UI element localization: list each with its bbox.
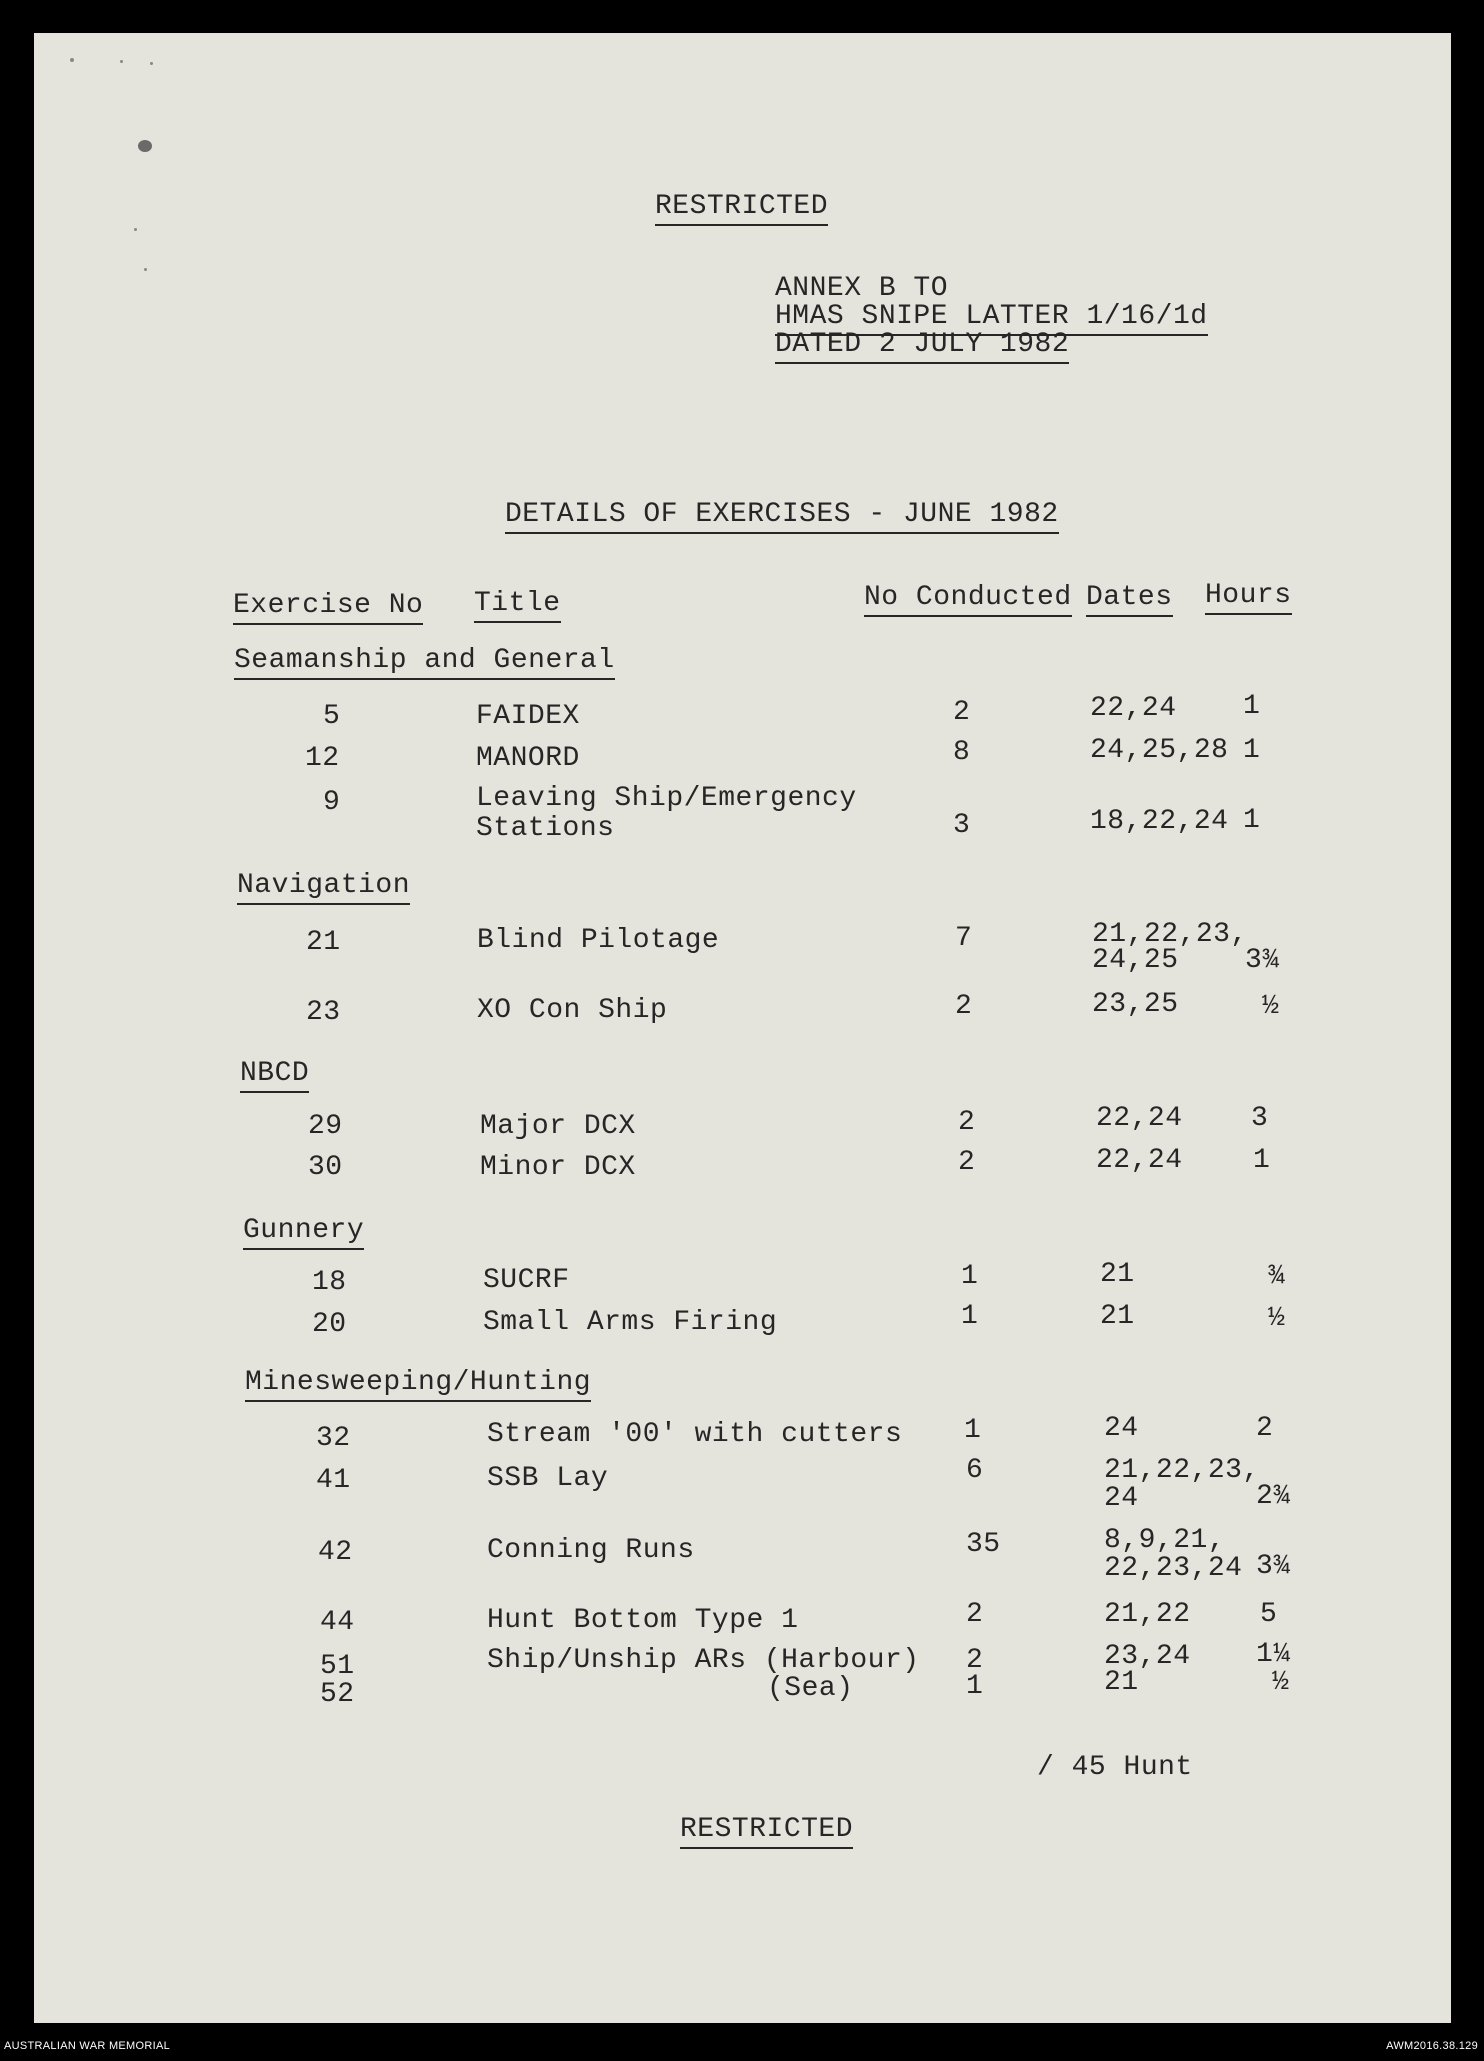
exercise-hours: 2 — [1256, 1413, 1274, 1444]
paper-speck — [144, 268, 147, 271]
column-header-exercise-no: Exercise No — [233, 591, 423, 625]
exercise-hours: 1 — [1243, 735, 1261, 766]
exercise-no: 41 — [316, 1465, 351, 1496]
exercise-hours: 3¾ — [1256, 1551, 1291, 1582]
exercise-dates: 22,24 — [1096, 1103, 1183, 1134]
footer-archive-name: AUSTRALIAN WAR MEMORIAL — [4, 2040, 171, 2052]
exercise-title: Major DCX — [480, 1111, 636, 1142]
exercise-hours: 1¼ — [1256, 1639, 1291, 1670]
exercise-hours: 1 — [1243, 691, 1261, 722]
annex-line-2: HMAS SNIPE LATTER 1/16/1d — [775, 302, 1208, 336]
footer-archive-id: AWM2016.38.129 — [1386, 2040, 1478, 2052]
exercise-title: Leaving Ship/Emergency — [476, 783, 857, 814]
column-header-dates: Dates — [1086, 583, 1173, 617]
exercise-no: 29 — [308, 1111, 343, 1142]
section-heading: Seamanship and General — [234, 646, 615, 680]
exercise-conducted: 6 — [966, 1455, 984, 1486]
exercise-dates: 24 — [1104, 1413, 1139, 1444]
exercise-no: 30 — [308, 1152, 343, 1183]
exercise-conducted: 2 — [958, 1107, 976, 1138]
exercise-title: Small Arms Firing — [483, 1307, 778, 1338]
paper-speck — [70, 58, 74, 62]
exercise-conducted: 2 — [955, 991, 973, 1022]
exercise-dates: 21,22,23, — [1092, 919, 1248, 950]
exercise-title: FAIDEX — [476, 701, 580, 732]
classification-top: RESTRICTED — [655, 192, 828, 226]
exercise-conducted: 8 — [953, 737, 971, 768]
exercise-title-continued: Stations — [476, 813, 615, 844]
exercise-conducted: 1 — [961, 1301, 979, 1332]
exercise-hours: ½ — [1268, 1303, 1286, 1334]
exercise-no: 9 — [323, 787, 341, 818]
column-header-title: Title — [474, 589, 561, 623]
exercise-dates: 21 — [1100, 1259, 1135, 1290]
exercise-no: 44 — [320, 1607, 355, 1638]
exercise-no: 21 — [306, 927, 341, 958]
exercise-dates: 23,25 — [1092, 989, 1179, 1020]
column-header-hours: Hours — [1205, 581, 1292, 615]
exercise-hours: 1 — [1253, 1145, 1271, 1176]
paper-speck — [138, 140, 152, 152]
exercise-conducted: 1 — [966, 1671, 984, 1702]
exercise-title: Ship/Unship ARs (Harbour) — [487, 1645, 920, 1676]
exercise-hours: ¾ — [1268, 1261, 1286, 1292]
exercise-no: 5 — [323, 701, 341, 732]
exercise-title: SSB Lay — [487, 1463, 609, 1494]
section-heading: NBCD — [240, 1059, 309, 1093]
exercise-no: 23 — [306, 997, 341, 1028]
section-heading: Gunnery — [243, 1216, 364, 1250]
exercise-conducted: 1 — [964, 1415, 982, 1446]
exercise-hours: 2¾ — [1256, 1481, 1291, 1512]
exercise-dates-continued: 22,23,24 — [1104, 1553, 1243, 1584]
exercise-hours: 5 — [1260, 1599, 1278, 1630]
annex-line-3: DATED 2 JULY 1982 — [775, 330, 1069, 364]
exercise-dates-continued: 24 — [1104, 1483, 1139, 1514]
paper-speck — [120, 60, 123, 63]
exercise-title: (Sea) — [767, 1673, 854, 1704]
exercise-dates: 23,24 — [1104, 1641, 1191, 1672]
exercise-title: Blind Pilotage — [477, 925, 720, 956]
classification-bottom: RESTRICTED — [680, 1815, 853, 1849]
annex-line-1: ANNEX B TO — [775, 273, 949, 304]
exercise-title: Conning Runs — [487, 1535, 695, 1566]
exercise-no: 20 — [312, 1309, 347, 1340]
document-title: DETAILS OF EXERCISES - JUNE 1982 — [505, 500, 1059, 534]
column-header-no-conducted: No Conducted — [864, 583, 1072, 617]
exercise-dates: 22,24 — [1096, 1145, 1183, 1176]
exercise-dates: 8,9,21, — [1104, 1525, 1226, 1556]
exercise-hours: 3¾ — [1245, 945, 1280, 976]
exercise-dates: 21 — [1100, 1301, 1135, 1332]
paper-speck — [150, 62, 153, 65]
exercise-dates-continued: 24,25 — [1092, 945, 1179, 976]
exercise-dates: 21,22,23, — [1104, 1455, 1260, 1486]
exercise-conducted: 2 — [966, 1599, 984, 1630]
exercise-hours: 1 — [1243, 805, 1261, 836]
exercise-no: 18 — [312, 1267, 347, 1298]
exercise-title: Stream '00' with cutters — [487, 1419, 903, 1450]
exercise-dates: 21,22 — [1104, 1599, 1191, 1630]
exercise-conducted: 1 — [961, 1261, 979, 1292]
section-heading: Minesweeping/Hunting — [245, 1368, 591, 1402]
exercise-title: MANORD — [476, 743, 580, 774]
exercise-dates: 21 — [1104, 1667, 1139, 1698]
exercise-conducted: 7 — [955, 923, 973, 954]
exercise-no: 51 — [320, 1651, 355, 1682]
exercise-conducted: 2 — [953, 697, 971, 728]
exercise-no: 52 — [320, 1679, 355, 1710]
exercise-conducted: 3 — [953, 810, 971, 841]
exercise-hours: 3 — [1251, 1103, 1269, 1134]
document-page — [34, 33, 1451, 2023]
exercise-no: 32 — [316, 1423, 351, 1454]
section-heading: Navigation — [237, 871, 410, 905]
exercise-conducted: 2 — [966, 1645, 984, 1676]
exercise-dates: 24,25,28 — [1090, 735, 1229, 766]
exercise-conducted: 2 — [958, 1147, 976, 1178]
exercise-dates: 22,24 — [1090, 693, 1177, 724]
exercise-no: 42 — [318, 1537, 353, 1568]
exercise-title: XO Con Ship — [477, 995, 668, 1026]
paper-speck — [134, 228, 137, 231]
note: / 45 Hunt — [1037, 1752, 1193, 1783]
exercise-title: Hunt Bottom Type 1 — [487, 1605, 799, 1636]
exercise-title: Minor DCX — [480, 1152, 636, 1183]
exercise-dates: 18,22,24 — [1090, 806, 1229, 837]
exercise-conducted: 35 — [966, 1529, 1001, 1560]
exercise-no: 12 — [305, 743, 340, 774]
exercise-hours: ½ — [1262, 991, 1280, 1022]
exercise-hours: ½ — [1272, 1667, 1290, 1698]
exercise-title: SUCRF — [483, 1265, 570, 1296]
